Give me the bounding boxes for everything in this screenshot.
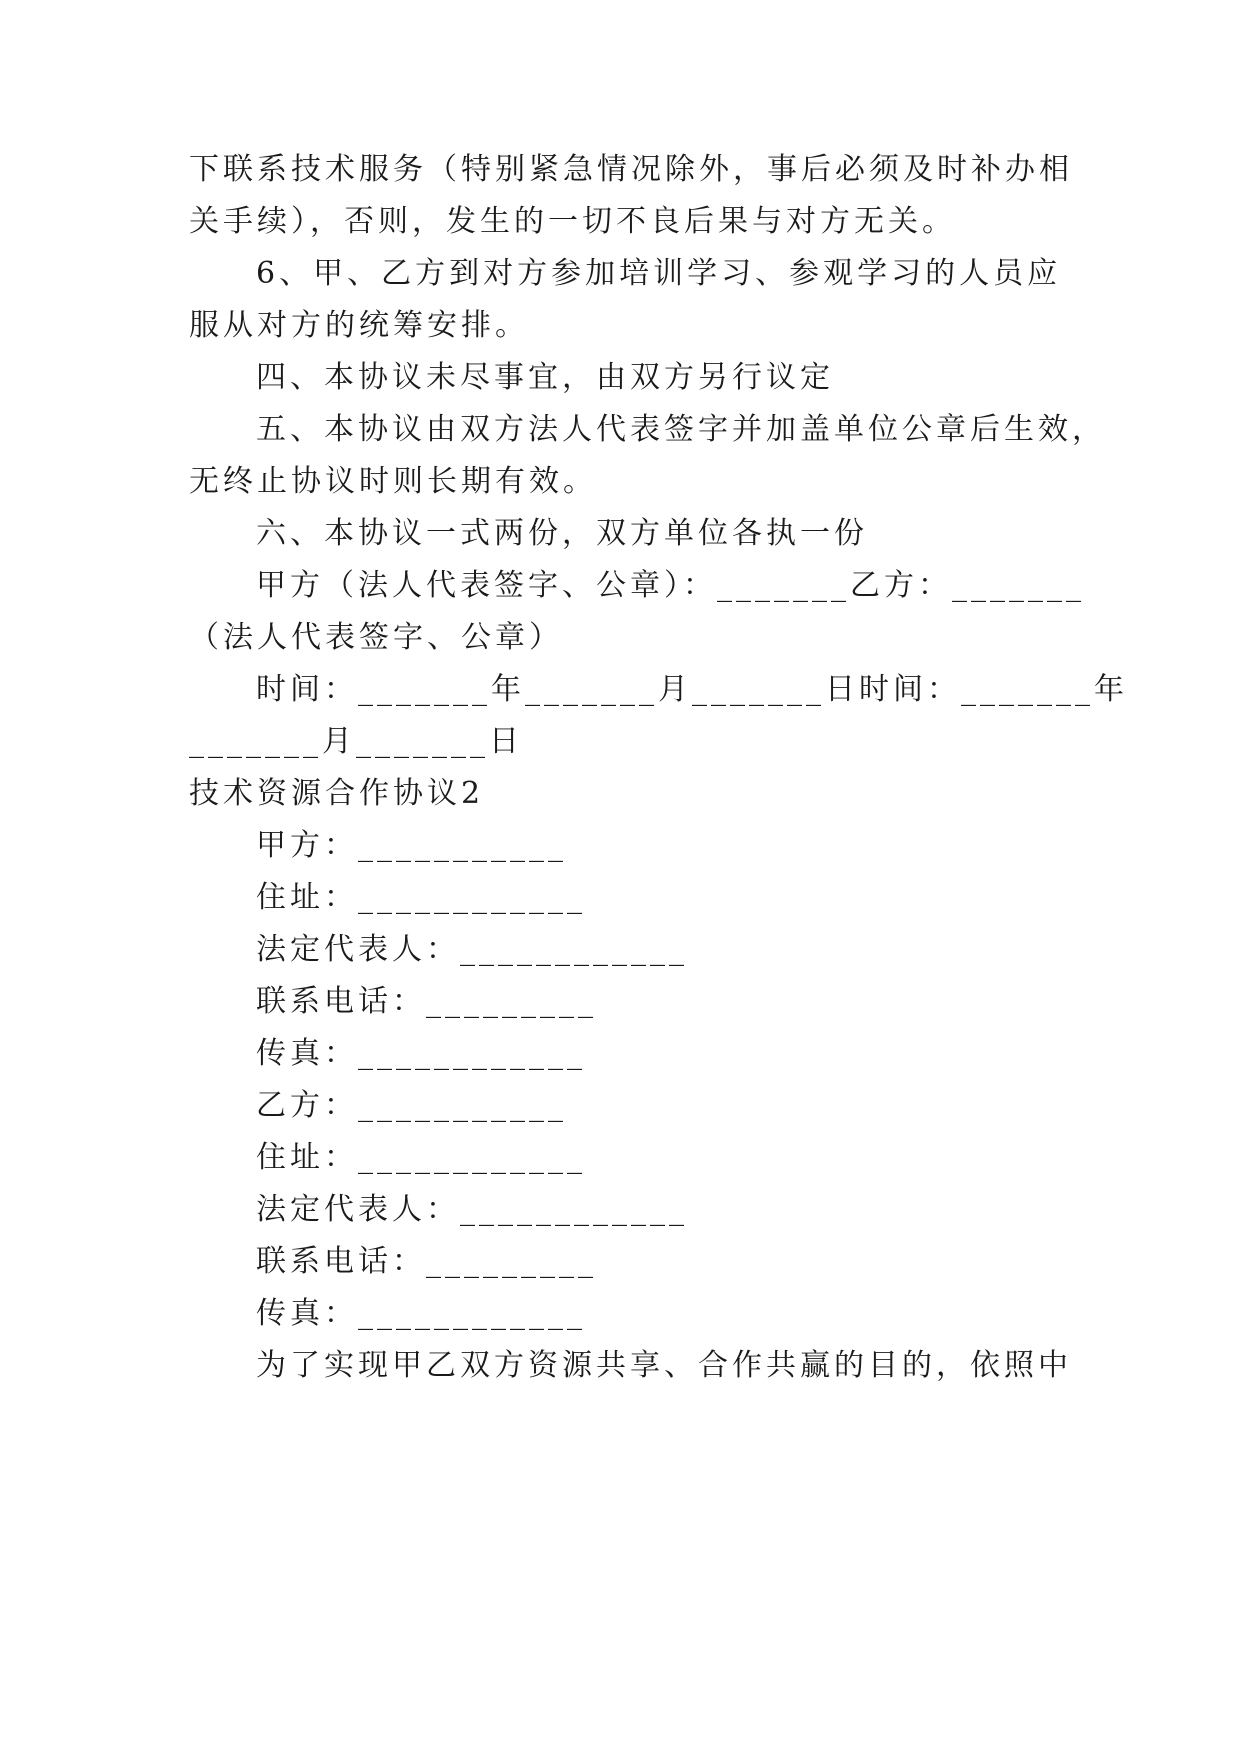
party-b-name: 乙方：___________	[256, 1088, 567, 1123]
party-b-fax: 传真：____________	[256, 1296, 586, 1331]
party-a-legal-rep: 法定代表人：____________	[256, 932, 688, 967]
signature-line-2: （法人代表签字、公章）	[189, 620, 563, 655]
signature-line-1: 甲方（法人代表签字、公章）：_______乙方：_______	[256, 568, 1085, 603]
party-a-fax: 传真：____________	[256, 1036, 586, 1071]
clause-6-line-2: 服从对方的统筹安排。	[189, 308, 529, 343]
party-b-phone: 联系电话：_________	[256, 1244, 597, 1279]
clause-6-line-1: 6、甲、乙方到对方参加培训学习、参观学习的人员应	[256, 256, 1062, 291]
clause-5-line-2: 无终止协议时则长期有效。	[189, 464, 597, 499]
party-a-name: 甲方：___________	[256, 828, 567, 863]
date-line-1: 时间：_______年_______月_______日时间：_______年	[256, 672, 1128, 707]
party-b-legal-rep: 法定代表人：____________	[256, 1192, 688, 1227]
party-a-address: 住址：____________	[256, 880, 586, 915]
paragraph-line-1: 下联系技术服务（特别紧急情况除外，事后必须及时补办相	[189, 152, 1073, 187]
document-title: 技术资源合作协议2	[189, 776, 485, 811]
clause-6-copies: 六、本协议一式两份，双方单位各执一份	[256, 516, 868, 551]
date-line-2: _______月_______日	[189, 724, 523, 759]
preamble-line-1: 为了实现甲乙双方资源共享、合作共赢的目的，依照中	[256, 1348, 1072, 1383]
clause-4: 四、本协议未尽事宜，由双方另行议定	[256, 360, 834, 395]
paragraph-line-2: 关手续），否则，发生的一切不良后果与对方无关。	[189, 204, 956, 239]
party-b-address: 住址：____________	[256, 1140, 586, 1175]
party-a-phone: 联系电话：_________	[256, 984, 597, 1019]
clause-5-line-1: 五、本协议由双方法人代表签字并加盖单位公章后生效，	[256, 412, 1106, 447]
